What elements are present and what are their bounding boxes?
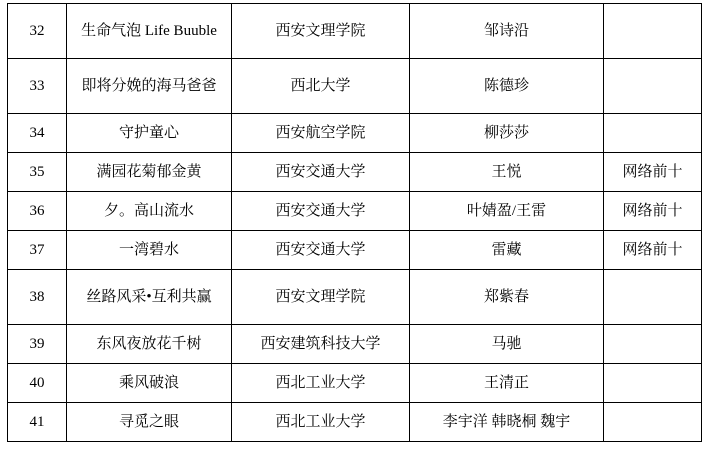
table-row [8,192,702,231]
cell-author: 雷藏 [410,231,604,270]
cell-title: 东风夜放花千树 [67,325,232,364]
cell-index: 40 [8,364,67,403]
cell-school: 西安航空学院 [232,114,410,153]
table-row [8,270,702,325]
cell-note [604,364,702,403]
cell-note [604,403,702,442]
cell-school: 西安交通大学 [232,192,410,231]
cell-index: 35 [8,153,67,192]
cell-school: 西北工业大学 [232,403,410,442]
cell-school: 西安交通大学 [232,231,410,270]
cell-index: 33 [8,59,67,114]
cell-author: 陈德珍 [410,59,604,114]
cell-author: 李宇洋 韩晓桐 魏宇 [410,403,604,442]
cell-title: 守护童心 [67,114,232,153]
table-row [8,114,702,153]
table-row [8,59,702,114]
cell-school: 西北大学 [232,59,410,114]
cell-title: 丝路风采•互利共赢 [67,270,232,325]
table-row [8,403,702,442]
cell-school: 西安建筑科技大学 [232,325,410,364]
cell-title: 满园花菊郁金黄 [67,153,232,192]
cell-index: 39 [8,325,67,364]
cell-index: 37 [8,231,67,270]
cell-note [604,59,702,114]
cell-author: 马驰 [410,325,604,364]
cell-index: 32 [8,4,67,59]
cell-title: 夕。高山流水 [67,192,232,231]
cell-note [604,114,702,153]
cell-author: 邹诗沿 [410,4,604,59]
cell-school: 西安交通大学 [232,153,410,192]
table-row [8,364,702,403]
cell-index: 38 [8,270,67,325]
cell-title: 一湾碧水 [67,231,232,270]
table-row [8,231,702,270]
cell-school: 西安文理学院 [232,4,410,59]
document-page [0,3,708,449]
cell-school: 西北工业大学 [232,364,410,403]
cell-index: 34 [8,114,67,153]
cell-note: 网络前十 [604,231,702,270]
cell-author: 王清正 [410,364,604,403]
cell-note [604,325,702,364]
table-row [8,4,702,59]
cell-index: 36 [8,192,67,231]
cell-index: 41 [8,403,67,442]
cell-note: 网络前十 [604,153,702,192]
entry-table [7,3,702,442]
cell-author: 叶婧盈/王雷 [410,192,604,231]
cell-author: 王悦 [410,153,604,192]
cell-author: 郑紫春 [410,270,604,325]
cell-note: 网络前十 [604,192,702,231]
cell-title: 寻觅之眼 [67,403,232,442]
cell-author: 柳莎莎 [410,114,604,153]
cell-title: 即将分娩的海马爸爸 [67,59,232,114]
cell-title: 乘风破浪 [67,364,232,403]
table-row [8,325,702,364]
cell-title: 生命气泡 Life Buuble [67,4,232,59]
cell-note [604,270,702,325]
table-body [8,4,702,442]
cell-school: 西安文理学院 [232,270,410,325]
table-row [8,153,702,192]
cell-note [604,4,702,59]
